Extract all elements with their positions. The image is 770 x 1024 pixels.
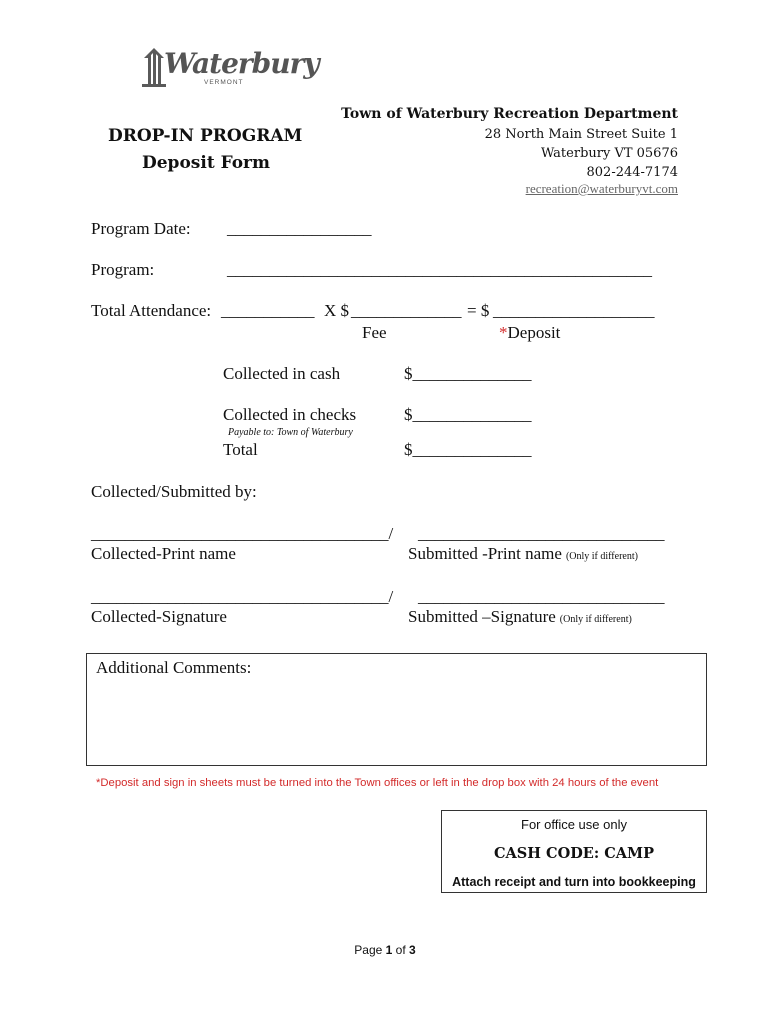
times-symbol: X $ xyxy=(324,301,350,320)
page-word: Page xyxy=(354,943,383,957)
page-total: 3 xyxy=(409,943,416,957)
program-label: Program: xyxy=(91,260,155,279)
submitted-signature-label: Submitted –Signature xyxy=(408,607,556,626)
office-use-label: For office use only xyxy=(521,817,627,832)
cash-field[interactable]: $______________ xyxy=(404,364,532,383)
program-date-label: Program Date: xyxy=(91,219,191,238)
total-label: Total xyxy=(223,440,258,459)
payable-note: Payable to: Town of Waterbury xyxy=(228,427,353,438)
office-use-box xyxy=(441,810,707,893)
program-field[interactable]: __________________________________________________ xyxy=(227,260,652,279)
deposit-caption xyxy=(499,323,560,343)
checks-label: Collected in checks xyxy=(223,405,357,424)
comments-label: Additional Comments: xyxy=(96,658,252,677)
submitted-signature-label-row xyxy=(408,607,632,627)
fee-field[interactable]: _____________ xyxy=(351,301,462,320)
form-subtitle: Deposit Form xyxy=(142,153,271,173)
page-number: 1 xyxy=(385,943,393,957)
of-word: of xyxy=(395,943,406,957)
only-if-different-note-1: (Only if different) xyxy=(565,551,638,562)
org-name: Town of Waterbury Recreation Department xyxy=(341,106,678,122)
collected-signature-label: Collected-Signature xyxy=(91,607,227,626)
office-instructions: Attach receipt and turn into bookkeeping xyxy=(452,875,696,889)
logo-wordmark: Waterbury xyxy=(164,47,319,80)
phone-number: 802-244-7174 xyxy=(586,165,678,180)
signature-line-left[interactable]: ___________________________________/ xyxy=(91,587,394,606)
collected-submitted-label: Collected/Submitted by: xyxy=(91,482,257,501)
attendance-field[interactable]: ___________ xyxy=(221,301,315,320)
address-line-2: Waterbury VT 05676 xyxy=(540,146,678,161)
program-date-field[interactable]: _________________ xyxy=(227,219,372,238)
print-name-line-right[interactable]: _____________________________ xyxy=(418,524,665,543)
print-name-line-left[interactable]: ___________________________________/ xyxy=(91,524,394,543)
page-indicator xyxy=(0,943,770,957)
deposit-note: *Deposit and sign in sheets must be turned into the Town offices or left in the drop box with 24 hours of the event xyxy=(96,777,659,789)
attendance-label: Total Attendance: xyxy=(91,301,212,320)
fee-caption: Fee xyxy=(362,323,387,342)
logo-subtitle: VERMONT xyxy=(204,79,244,86)
address-line-1: 28 North Main Street Suite 1 xyxy=(484,127,678,142)
total-field[interactable]: $______________ xyxy=(404,440,532,459)
deposit-caption-text: Deposit xyxy=(507,323,561,342)
deposit-field[interactable]: ___________________ xyxy=(493,301,655,320)
cash-code: CASH CODE: CAMP xyxy=(494,845,654,862)
comments-box[interactable] xyxy=(86,653,707,766)
checks-field[interactable]: $______________ xyxy=(404,405,532,424)
submitted-print-label: Submitted -Print name xyxy=(408,544,562,563)
email-link[interactable]: recreation@waterburyvt.com xyxy=(525,181,678,196)
equals-symbol: = $ xyxy=(467,301,490,320)
submitted-print-label-row xyxy=(408,544,638,564)
form-title: DROP-IN PROGRAM xyxy=(108,126,303,146)
cash-label: Collected in cash xyxy=(223,364,341,383)
signature-line-right[interactable]: _____________________________ xyxy=(418,587,665,606)
deposit-star: * xyxy=(499,323,508,342)
only-if-different-note-2: (Only if different) xyxy=(559,614,632,625)
collected-print-label: Collected-Print name xyxy=(91,544,236,563)
